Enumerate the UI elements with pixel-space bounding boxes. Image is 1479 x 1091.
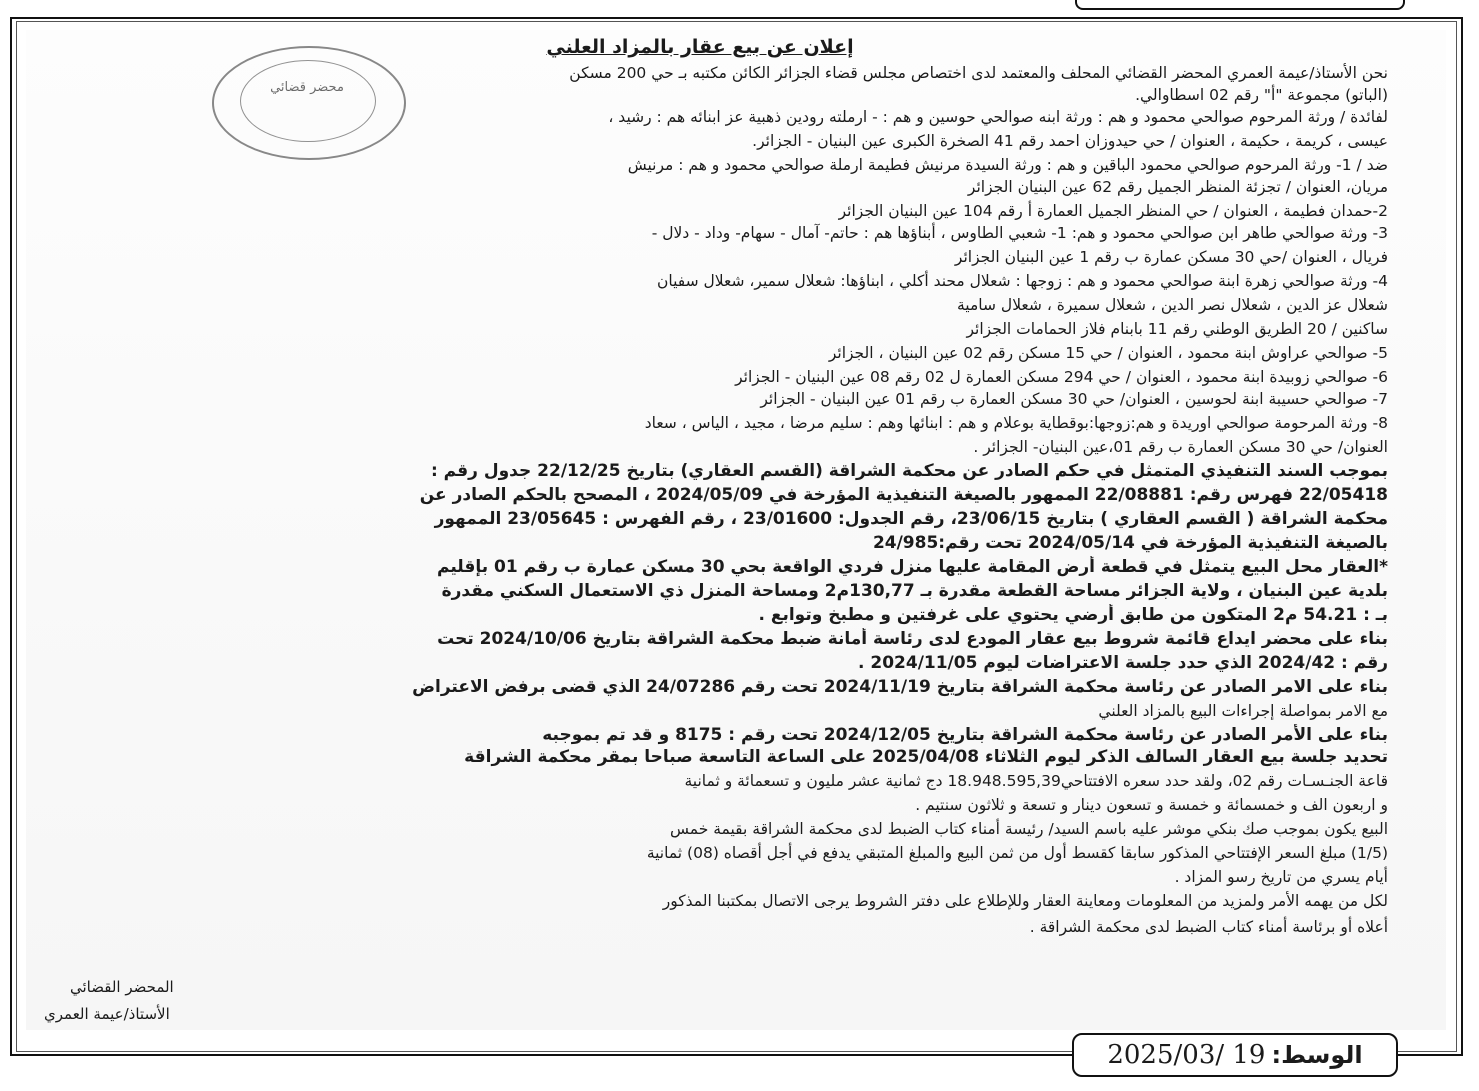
document-line: 4- ورثة صوالحي زهرة ابنة صوالحي محمود و هم : زوجها : شعلال محند أكلي ، ابناؤها: شعلال سمير، شعلال سفيان [656,272,1388,290]
document-line: تحديد جلسة بيع العقار السالف الذكر ليوم الثلاثاء 2025/04/08 على الساعة التاسعة صباحا بمقر محكمة الشراقة [464,747,1388,767]
document-line: بناء على الأمر الصادر عن رئاسة محكمة الشراقة بتاريخ 2024/12/05 تحت رقم : 8175 و قد تم بموجبه [542,725,1388,745]
document-line: 3- ورثة صوالحي طاهر ابن صوالحي محمود و هم: 1- شعبي الطاوس ، أبناؤها هم : حاتم- آمال - سهام- وداد - دلال - [651,224,1388,242]
newspaper-label: الوسط: [1271,1041,1363,1069]
document-line: بناء على محضر ايداع قائمة شروط بيع عقار المودع لدى رئاسة أمانة ضبط محكمة الشراقة بتاريخ 2024/10/06 تحت [437,629,1388,649]
document-line: 6- صوالحي زوبيدة ابنة محمود ، العنوان / حي 294 مسكن العمارة ل 02 رقم 08 عين البنيان - الجزائر [735,368,1388,386]
official-seal-text: محضر قضائي [270,80,344,95]
document-line: 7- صوالحي حسيبة ابنة لحوسين ، العنوان/ حي 30 مسكن العمارة ب رقم 01 عين البنيان - الجزائر [760,390,1388,408]
document-title: إعلان عن بيع عقار بالمزاد العلني [546,36,854,58]
document-line: قاعة الجنـسـات رقم 02، ولقد حدد سعره الافتتاحي18.948.595,39 دج ثمانية عشر مليون و تسعمائة و ثمانية [684,772,1388,790]
document-line: بناء على الامر الصادر عن رئاسة محكمة الشراقة بتاريخ 2024/11/19 تحت رقم 24/07286 الذي قضى برفض الاعتراض [412,677,1388,697]
document-line: 5- صوالحي عراوش ابنة محمود ، العنوان / حي 15 مسكن رقم 02 عين البنيان ، الجزائر [828,344,1388,362]
document-line: ضد / 1- ورثة المرحوم صوالحي محمود الباقين و هم : ورثة السيدة مرنيش فطيمة ارملة صوالحي محمود و هم : مرنيش [627,156,1388,174]
document-line: (الباتو) مجموعة "أ" رقم 02 اسطاوالي. [1135,86,1388,104]
document-line: بـ : 54.21 م2 المتكون من طابق أرضي يحتوي على غرفتين و مطبخ وتوابع . [758,605,1388,625]
document-line: مع الامر بمواصلة إجراءات البيع بالمزاد العلني [1098,702,1388,720]
signature-name: الأستاذ/عيمة العمري [44,1005,170,1023]
document-line: البيع يكون بموجب صك بنكي موشر عليه باسم السيد/ رئيسة أمناء كتاب الضبط لدى محكمة الشراقة بقيمة خمس [670,820,1388,838]
document-line: 22/05418 فهرس رقم: 22/08881 الممهور بالصيغة التنفيذية المؤرخة في 2024/05/09 ، المصحح بالحكم الصادر عن [419,485,1388,505]
document-line: عيسى ، كريمة ، حكيمة ، العنوان / حي حيدوزان احمد رقم 41 الصخرة الكبرى عين البنيان - الجزائر. [752,132,1388,150]
signature-role: المحضر القضائي [70,978,174,996]
document-line: (1/5) مبلغ السعر الإفتتاحي المذكور سابقا كقسط أول من ثمن البيع والمبلغ المتبقي يدفع في أجل أقصاه (08) ثمانية [646,844,1388,862]
top-tab-decoration [1075,0,1405,10]
document-line: رقم : 2024/42 الذي حدد جلسة الاعتراضات ليوم 2024/11/05 . [857,653,1388,673]
document-line: لفائدة / ورثة المرحوم صوالحي محمود و هم : ورثة ابنه صوالحي حوسين و هم : - ارملته رودين ذهبية عز ابنائه هم : رشيد ، [608,108,1388,126]
document-line: بموجب السند التنفيذي المتمثل في حكم الصادر عن محكمة الشراقة (القسم العقاري) بتاريخ 22/12/25 جدول رقم : [430,461,1388,481]
document-line: 2-حمدان فطيمة ، العنوان / حي المنظر الجميل العمارة أ رقم 104 عين البنيان الجزائر [838,202,1388,220]
document-line: 8- ورثة المرحومة صوالحي اوريدة و هم:زوجها:بوقطاية بوعلام و هم : ابنائها وهم : سليم مرضا ، مجيد ، الياس ، سعاد [644,414,1388,432]
document-line: بالصيغة التنفيذية المؤرخة في 2024/05/14 تحت رقم:24/985 [872,533,1388,553]
document-line: أعلاه أو برئاسة أمناء كتاب الضبط لدى محكمة الشراقة . [1029,918,1388,936]
publication-date-box [1072,1033,1398,1077]
document-line: لكل من يهمه الأمر ولمزيد من المعلومات ومعاينة العقار وللإطلاع على دفتر الشروط يرجى الاتصال بمكتبنا المذكور [662,892,1388,910]
document-line: ساكنين / 20 الطريق الوطني رقم 11 بابنام فلاز الحمامات الجزائر [966,320,1388,338]
document-line: و اربعون الف و خمسمائة و خمسة و تسعون دينار و تسعة و ثلاثون سنتيم . [915,796,1388,814]
document-line: محكمة الشراقة ( القسم العقاري ) بتاريخ 23/06/15، رقم الجدول: 23/01600 ، رقم الفهرس : 23/05645 الممهور [434,509,1388,529]
document-line: مريان، العنوان / تجزئة المنظر الجميل رقم 62 عين البنيان الجزائر [967,178,1388,196]
document-line: العنوان/ حي 30 مسكن العمارة ب رقم 01،عين البنيان- الجزائر . [973,438,1388,456]
document-line: شعلال عز الدين ، شعلال نصر الدين ، شعلال سميرة ، شعلال سامية [957,296,1388,314]
document-line: *العقار محل البيع يتمثل في قطعة أرض المقامة عليها منزل فردي الواقعة بحي 30 مسكن عمارة ب رقم 01 بإقليم [437,557,1388,577]
document-line: أيام يسري من تاريخ رسو المزاد . [1174,868,1388,886]
document-line: نحن الأستاذ/عيمة العمري المحضر القضائي المحلف والمعتمد لدى اختصاص مجلس قضاء الجزائر الكائن مكتبه بـ حي 200 مسكن [569,64,1388,82]
publication-date: 2025/03/ 19 [1107,1040,1266,1070]
document-line: فريال ، العنوان /حي 30 مسكن عمارة ب رقم 1 عين البنيان الجزائر [954,248,1388,266]
document-line: بلدية عين البنيان ، ولاية الجزائر مساحة القطعة مقدرة بـ 130,77م2 ومساحة المنزل ذي الاستعمال السكني مقدرة [441,581,1388,601]
